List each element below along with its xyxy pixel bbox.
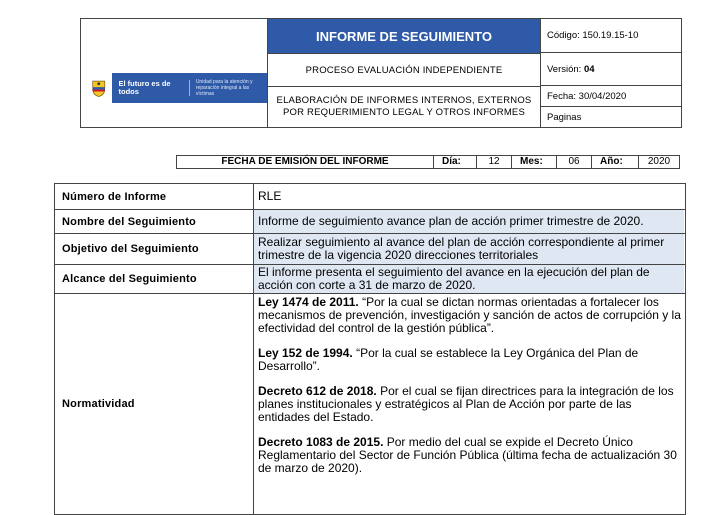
government-logo [91, 73, 267, 103]
alcance-value: El informe presenta el seguimiento del avance en la ejecución del plan de acción con corte a 31 de marzo de 2020. [254, 265, 684, 293]
norma-title: Ley 1474 de 2011. [258, 295, 359, 309]
numero-value: RLE [258, 189, 282, 203]
fecha-emision-label: FECHA DE EMISIÓN DEL INFORME [176, 155, 434, 168]
norma-title: Ley 152 de 1994. [258, 346, 353, 360]
document-code: Código: 150.19.15-10 [541, 19, 681, 53]
elaboration-description: ELABORACIÓN DE INFORMES INTERNOS, EXTERNOS POR REQUERIMIENTO LEGAL Y OTROS INFORMES [276, 95, 532, 118]
norma-item [258, 436, 684, 475]
logo-cell [81, 19, 268, 127]
report-info-table [54, 183, 686, 515]
version-label: Versión: [547, 64, 582, 75]
dia-value: 12 [476, 155, 512, 169]
anio-label: Año: [600, 156, 623, 167]
norma-item [258, 385, 684, 424]
norma-title: Decreto 612 de 2018. [258, 384, 377, 398]
logo-side-text: Unidad para la atención y reparación integral a las víctimas [195, 79, 253, 97]
document-pages: Paginas [547, 112, 582, 123]
objetivo-value: Realizar seguimiento al avance del plan de acción correspondiente al primer trimestre de la vigencia 2020 direcciones territoriales [254, 234, 684, 264]
fecha-emision-row [176, 155, 680, 168]
version-value: 04 [583, 64, 595, 75]
norma-text: Por el cual se fijan directrices para la integración de los planes institucionales y estratégicos al Plan de Acción por parte de las entidades del Estado. [258, 384, 674, 424]
anio-value: 2020 [638, 155, 680, 169]
table-row-numero [55, 184, 685, 210]
nombre-label: Nombre del Seguimiento [55, 210, 254, 233]
document-date: Fecha: 30/04/2020 [541, 87, 681, 107]
document-header [80, 18, 682, 128]
normatividad-list [254, 294, 684, 514]
table-row-alcance [55, 265, 685, 294]
norma-item [258, 296, 684, 335]
numero-label: Número de Informe [55, 184, 254, 209]
nombre-value: Informe de seguimiento avance plan de acción primer trimestre de 2020. [254, 210, 684, 233]
norma-item [258, 347, 684, 373]
normatividad-label: Normatividad [55, 294, 254, 514]
table-row-nombre [55, 210, 685, 234]
table-row-objetivo [55, 234, 685, 265]
norma-title: Decreto 1083 de 2015. [258, 435, 384, 449]
alcance-label: Alcance del Seguimiento [55, 265, 254, 293]
logo-main-text: El futuro es de todos [112, 80, 189, 96]
objetivo-label: Objetivo del Seguimiento [55, 234, 254, 264]
header-center [268, 19, 541, 127]
process-name: PROCESO EVALUACIÓN INDEPENDIENTE [268, 54, 540, 87]
fecha-bottom-rule [176, 168, 680, 169]
mes-value: 06 [556, 155, 592, 169]
norma-text: “Por la cual se dictan normas orientadas a fortalecer los mecanismos de prevención, investigación y sanción de actos de corrupción y la efectividad del control de la gestión pública”. [258, 295, 681, 335]
document-version [541, 54, 681, 86]
colombia-shield-icon [91, 77, 106, 99]
norma-text: “Por la cual se establece la Ley Orgánica del Plan de Desarrollo”. [258, 346, 639, 373]
mes-label: Mes: [520, 156, 543, 167]
norma-text: Por medio del cual se expide el Decreto Único Reglamentario del Sector de Función Pública (última fecha de actualización 30 de marzo de 2020). [258, 435, 677, 475]
dia-label: Día: [442, 156, 461, 167]
table-row-normatividad [55, 294, 685, 515]
document-title: INFORME DE SEGUIMIENTO [268, 19, 540, 54]
header-meta [541, 19, 681, 127]
